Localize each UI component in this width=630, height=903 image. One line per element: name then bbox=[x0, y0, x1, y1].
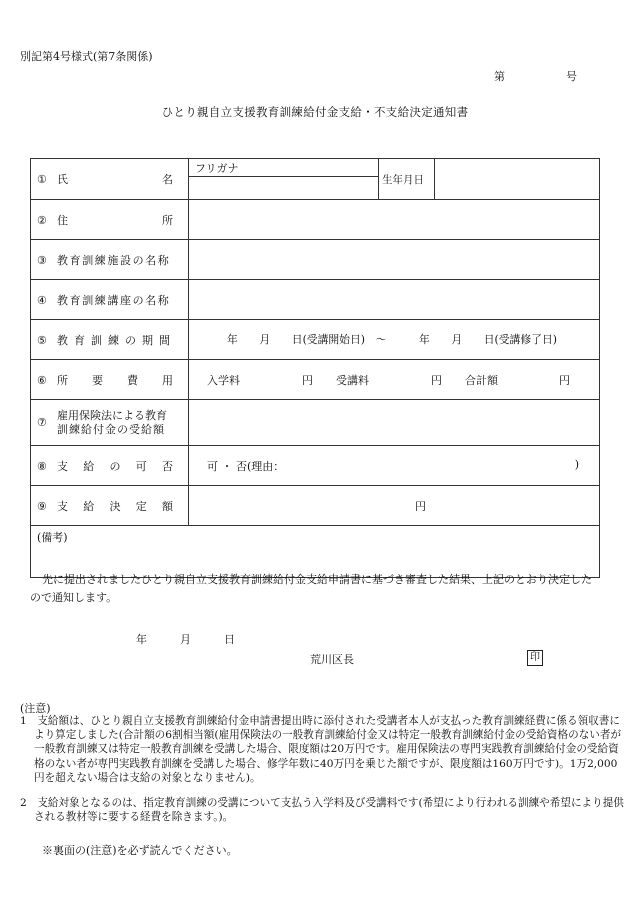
document-title: ひとり親自立支援教育訓練給付金支給・不支給決定通知書 bbox=[161, 105, 469, 119]
eligibility-field[interactable]: 可 ・ 否(理由： ) bbox=[189, 446, 600, 486]
number-suffix: 号 bbox=[566, 70, 577, 83]
number-label: 第 bbox=[494, 70, 505, 83]
row-period-label: ⑤ 教育訓練の期間 bbox=[31, 320, 189, 360]
reminder-text: ※裏面の(注意)を必ず読んでください。 bbox=[42, 844, 238, 857]
birthdate-field[interactable] bbox=[435, 159, 600, 200]
birthdate-label: 生年月日 bbox=[379, 159, 435, 200]
facility-name-field[interactable] bbox=[189, 240, 600, 280]
note-item-2: 2 支給対象となるのは、指定教育訓練の受講について支払う入学料及び受講料です(希望により行われる訓練や希望により提供される教材等に要する経費を除きます。)。 bbox=[20, 797, 624, 824]
cost-field[interactable]: 入学料 円 受講料 円 合計額 円 bbox=[189, 360, 600, 400]
training-period-field[interactable]: 年 月 日(受講開始日) ～ 年 月 日(受講修了日) bbox=[189, 320, 600, 360]
note-item-1: 1 支給額は、ひとり親自立支援教育訓練給付金申請書提出時に添付された受講者本人が支払った教育訓練経費に係る領収書により算定しました(合計額の6割相当額(雇用保険法の一般教育訓練給付金又は特定一般教育訓練給付金の受給資格のない者が一般教育訓練又は特定一般教育訓練を受講した場合、限度額は20万円です。雇用保険法の専門実践教育訓練給付金の受給資格のない者が専門実践教育訓練を受講した場合、修学年数に40万円を乗じた額ですが、限度額は160万円です)。1万2,000円を超えない場合は支給の対象となりません)。 bbox=[20, 715, 622, 784]
entrance-fee-label: 入学料 bbox=[207, 373, 240, 387]
total-label: 合計額 bbox=[465, 373, 498, 387]
row-cost-label: ⑥ 所 要 費 用 bbox=[31, 360, 189, 400]
row-course-label: ④ 教育訓練講座の名称 bbox=[31, 280, 189, 320]
notes-title: (注意) bbox=[20, 702, 51, 715]
course-name-field[interactable] bbox=[189, 280, 600, 320]
name-field[interactable] bbox=[189, 177, 379, 200]
row-insurance-label: ⑦ 雇用保険法による教育 訓練給付金の受給額 bbox=[31, 400, 189, 446]
notice-text: 先に提出されましたひとり親自立支援教育訓練給付金支給申請書に基づき審査した結果、上記のとおり決定したので通知します。 bbox=[30, 573, 592, 604]
row-name-label: ① 氏 名 bbox=[31, 159, 189, 200]
issuer-name: 荒川区長 bbox=[310, 653, 354, 666]
decision-form-table bbox=[30, 158, 600, 578]
form-label: 別記第4号様式(第7条関係) bbox=[20, 50, 153, 63]
remarks-field[interactable]: (備考) bbox=[31, 526, 600, 578]
tuition-label: 受講料 bbox=[336, 373, 369, 387]
seal-icon: 印 bbox=[527, 650, 543, 666]
row-eligibility-label: ⑧ 支 給 の 可 否 bbox=[31, 446, 189, 486]
eligibility-text: 可 ・ 否(理由： bbox=[207, 459, 285, 473]
address-field[interactable] bbox=[189, 200, 600, 240]
row-amount-label: ⑨ 支 給 決 定 額 bbox=[31, 486, 189, 526]
row-facility-label: ③ 教育訓練施設の名称 bbox=[31, 240, 189, 280]
row-address-label: ② 住 所 bbox=[31, 200, 189, 240]
decided-amount-field[interactable]: 円 bbox=[189, 486, 600, 526]
furigana-label: フリガナ bbox=[189, 159, 379, 177]
notice-date: 年 月 日 bbox=[136, 633, 235, 646]
insurance-amount-field[interactable] bbox=[189, 400, 600, 446]
